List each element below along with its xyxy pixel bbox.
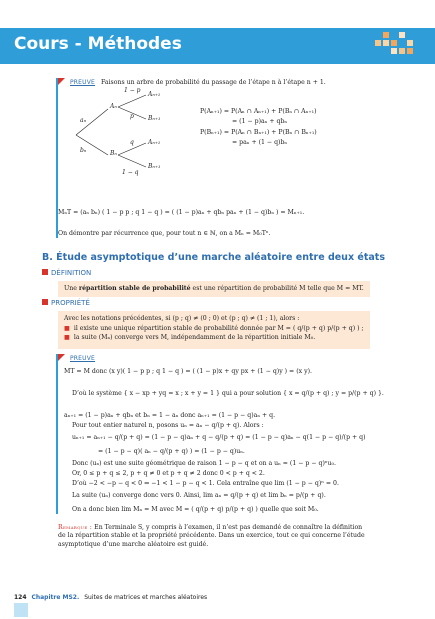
- proof2-line-3: aₙ₊₁ = (1 − p)aₙ + qbₙ et bₙ = 1 − aₙ donc aₙ₊₁ = (1 − p − q)aₙ + q.: [64, 412, 276, 419]
- tree-leaf-an1-top: Aₙ₊₁: [148, 91, 161, 98]
- tree-prob-p: p: [130, 113, 134, 120]
- probability-tree: [58, 87, 188, 197]
- section-letter: B.: [42, 252, 53, 263]
- proof2-line-11: On a donc bien lim Mₙ = M avec M = ( q/(p + q) p/(p + q) ) quelle que soit M₀.: [72, 506, 319, 513]
- section-title: Étude asymptotique d’une marche aléatoire entre deux états: [56, 252, 385, 263]
- definition-heading: DÉFINITION: [42, 269, 91, 278]
- tree-prob-bn: bₙ: [80, 147, 87, 154]
- property-box: [58, 311, 370, 349]
- page-footer: [14, 594, 207, 602]
- proof2-line-7: Donc (uₙ) est une suite géométrique de raison 1 − p − q et on a uₙ = (1 − p − q)ⁿu₀.: [72, 460, 336, 467]
- tree-leaf-an1-bot: Aₙ₊₁: [148, 139, 161, 146]
- remark: [58, 524, 368, 549]
- proof2-tag: PREUVE: [69, 355, 96, 362]
- property-item-2: la suite (Mₙ) converge vers M, indépendamment de la répartition initiale M₀.: [73, 333, 316, 341]
- equation-2: = (1 − p)aₙ + qbₙ: [232, 118, 288, 126]
- property-marker-icon: [42, 299, 48, 305]
- proof2-line-5: uₙ₊₁ = aₙ₊₁ − q/(p + q) = (1 − p − q)aₙ + q − q/(p + q) = (1 − p − q)aₙ − q(1 − p − q)/(p + q): [72, 434, 366, 441]
- remark-tag: Remarque :: [58, 524, 93, 531]
- definition-post: est une répartition de probabilité M telle que M = MT.: [190, 285, 364, 292]
- definition-marker-icon: [42, 269, 48, 275]
- proof-intro: Faisons un arbre de probabilité du passage de l’étape n à l’étape n + 1.: [101, 79, 326, 86]
- tree-prob-bot: 1 − q: [122, 169, 139, 176]
- proof2-line-8: Or, 0 ≤ p + q ≤ 2, p + q ≠ 0 et p + q ≠ 2 donc 0 < p + q < 2.: [72, 470, 265, 477]
- remark-text: En Terminale S, y compris à l’examen, il n’est pas demandé de connaître la définition de la répartition stable et la propriété précédente. Dans un exercice, tout ce qui concerne l’étude asymptotique d’une marche aléatoire est guidé.: [58, 524, 365, 548]
- proof2-line-10: La suite (uₙ) converge donc vers 0. Ainsi, lim aₙ = q/(p + q) et lim bₙ = p/(p + q).: [72, 492, 326, 499]
- page-title: Cours - Méthodes: [14, 34, 182, 54]
- tree-branches: [58, 87, 188, 197]
- definition-pre: Une: [64, 285, 79, 292]
- proof-tag: PREUVE: [69, 79, 96, 86]
- footer-decoration: [14, 603, 28, 617]
- page-number: 124: [14, 594, 27, 601]
- decorative-squares: [375, 32, 419, 60]
- property-intro: Avec les notations précédentes, si (p ; q) ≠ (0 ; 0) et (p ; q) ≠ (1 ; 1), alors :: [64, 315, 300, 322]
- section-b-heading: [42, 252, 385, 265]
- probability-equations: [200, 108, 317, 149]
- property-heading: PROPRIÉTÉ: [42, 299, 90, 308]
- definition-term: répartition stable de probabilité: [78, 285, 191, 292]
- definition-box: [58, 281, 370, 297]
- tree-prob-top: 1 − p: [124, 87, 141, 94]
- proof2-line-4: Pour tout entier naturel n, posons uₙ = aₙ − q/(p + q). Alors :: [72, 422, 264, 429]
- proof-1: [58, 78, 370, 87]
- equation-3: P(Bₙ₊₁) = P(Aₙ ∩ Bₙ₊₁) + P(Bₙ ∩ Bₙ₊₁): [200, 128, 317, 136]
- proof2-marker-icon: [58, 354, 65, 361]
- bullet-icon: ■: [64, 325, 70, 333]
- tree-node-bn: Bₙ: [110, 150, 117, 157]
- tree-leaf-bn1-bot: Bₙ₊₁: [148, 163, 161, 170]
- proof2-margin-bar: [56, 354, 58, 514]
- proof2-line-2: D’où le système { x − xp + yq = x ; x + y = 1 } qui a pour solution { x = q/(p + q) ; y = p/(p + q) }.: [72, 390, 384, 397]
- chapter-label: Chapitre MS2.: [31, 594, 80, 601]
- proof-marker-icon: [58, 78, 65, 85]
- chapter-header: [0, 28, 435, 64]
- bullet-icon: ■: [64, 333, 70, 341]
- tree-leaf-bn1-top: Bₙ₊₁: [148, 115, 161, 122]
- proof2-line-9: D’où −2 < −p − q < 0 ⇔ −1 < 1 − p − q < 1. Cela entraîne que lim (1 − p − q)ⁿ = 0.: [72, 480, 339, 487]
- equation-4: = paₙ + (1 − q)bₙ: [232, 139, 288, 147]
- tree-node-an: Aₙ: [110, 103, 117, 110]
- tree-prob-q: q: [130, 139, 134, 146]
- matrix-product-line: MₙT = (aₙ bₙ) ( 1 − p p ; q 1 − q ) = ( (1 − p)aₙ + qbₙ paₙ + (1 − q)bₙ ) = Mₙ₊₁.: [58, 209, 305, 216]
- proof2-line-6: = (1 − p − q)( aₙ − q/(p + q) ) = (1 − p − q)uₙ.: [98, 448, 245, 455]
- proof2-line-1: MT = M donc (x y)( 1 − p p ; q 1 − q ) = ( (1 − p)x + qy px + (1 − q)y ) = (x y).: [64, 368, 312, 375]
- recurrence-line: On démontre par récurrence que, pour tout n ∈ ℕ, on a Mₙ = M₀Tⁿ.: [58, 230, 271, 237]
- property-item-1: il existe une unique répartition stable de probabilité donnée par M = ( q/(p + q) p/(p + q) ) ;: [73, 325, 364, 333]
- chapter-subtitle: Suites de matrices et marches aléatoires: [84, 594, 208, 601]
- equation-1: P(Aₙ₊₁) = P(Aₙ ∩ Aₙ₊₁) + P(Bₙ ∩ Aₙ₊₁): [200, 108, 317, 115]
- tree-prob-an: aₙ: [80, 117, 87, 124]
